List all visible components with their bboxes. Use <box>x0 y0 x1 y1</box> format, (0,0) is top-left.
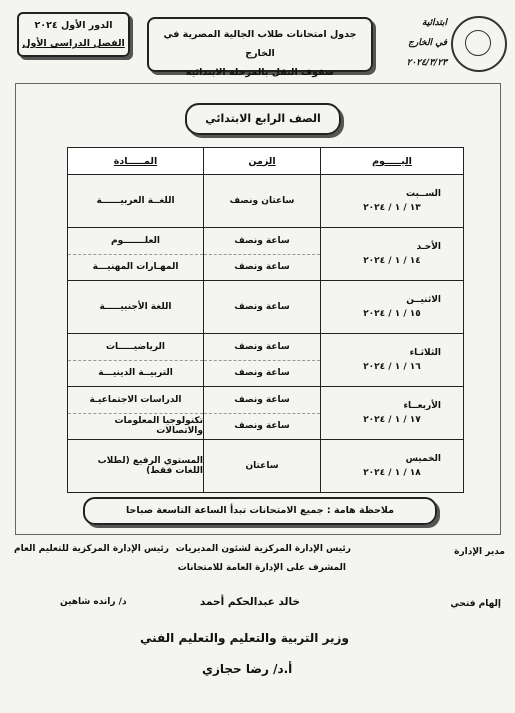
day-cell <box>321 387 464 440</box>
subject-name: المستوي الرفيع (لطلاب اللغات فقط) <box>97 456 203 476</box>
day-name: الثلاثـاء <box>409 348 441 358</box>
duration-value: ساعتان ونصف <box>229 196 295 206</box>
table-row <box>68 281 464 334</box>
duration-cell <box>204 334 321 387</box>
day-name: الاثنيــن <box>406 295 441 305</box>
ministry-line-2: في الخارج <box>408 38 447 48</box>
header-day: اليـــــوم <box>321 148 464 175</box>
duration-cell <box>204 175 321 228</box>
schedule-subtitle: صفوف النقل بالمرحلة الابتدائية <box>185 67 335 78</box>
central-name: خالد عبدالحكم أحمد <box>199 596 300 608</box>
subject-cell <box>68 281 204 334</box>
subject-name: اللغة الأجنبيـــــة <box>99 302 172 312</box>
duration-value: ساعة ونصف <box>234 235 290 246</box>
day-date: ١٧ / ١ / ٢٠٢٤ <box>363 415 421 425</box>
subject-name: المهـارات المهنيـــة <box>92 262 179 273</box>
central-subtitle: المشرف على الإدارة العامة للامتحانات <box>177 563 346 573</box>
day-cell <box>321 440 464 493</box>
subject-cell <box>68 175 204 228</box>
duration-value: ساعة ونصف <box>234 394 290 405</box>
important-note: ملاحظة هامة : جميع الامتحانات تبدأ الساعة التاسعة صباحا <box>83 497 437 525</box>
subject-cell <box>68 228 204 281</box>
grade-title: الصف الرابع الابتدائي <box>185 103 341 135</box>
subject-name: تكنولوجيا المعلومات والاتصالات <box>114 416 203 437</box>
day-cell <box>321 334 464 387</box>
duration-value: ساعة ونصف <box>234 302 290 312</box>
duration-value: ساعة ونصف <box>234 421 290 432</box>
duration-cell <box>204 440 321 493</box>
header-subject: المـــــادة <box>68 148 204 175</box>
table-row <box>68 228 464 281</box>
header-duration: الزمن <box>204 148 321 175</box>
day-name: الأحـد <box>416 242 441 252</box>
day-date: ١٥ / ١ / ٢٠٢٤ <box>363 309 421 319</box>
general-name: د/ رانده شاهين <box>60 597 127 607</box>
day-cell <box>321 281 464 334</box>
day-date: ١٨ / ١ / ٢٠٢٤ <box>363 468 421 478</box>
schedule-body <box>68 175 464 493</box>
day-name: الأربعــاء <box>403 401 441 411</box>
table-row <box>68 334 464 387</box>
duration-cell <box>204 228 321 281</box>
table-row <box>68 387 464 440</box>
ministry-line-1: ابتدائية <box>422 18 447 28</box>
duration-cell <box>204 387 321 440</box>
duration-value: ساعتان <box>245 461 279 471</box>
table-row <box>68 175 464 228</box>
term-label: الفصل الدراسي الأول <box>22 38 125 49</box>
subject-name: الرياضيـــــات <box>106 341 165 352</box>
schedule-title: جدول امتحانات طلاب الجالية المصرية في الخارج <box>163 29 357 59</box>
ministry-logo-icon <box>451 16 507 72</box>
subject-name: الدراسات الاجتماعيـة <box>89 394 182 405</box>
day-date: ١٣ / ١ / ٢٠٢٤ <box>363 203 421 213</box>
schedule-title-box <box>147 17 373 78</box>
minister-title: وزير التربية والتعليم والتعليم الفني <box>140 631 349 645</box>
subject-cell <box>68 387 204 440</box>
table-row <box>68 440 464 493</box>
central-title: رئيس الإدارة المركزية لشئون المديريات <box>175 544 351 554</box>
table-header-row <box>68 148 464 175</box>
general-title: رئيس الإدارة المركزية للتعليم العام <box>14 544 169 554</box>
duration-value: ساعة ونصف <box>234 341 290 352</box>
subject-name: العلـــــــوم <box>111 235 160 246</box>
ministry-header <box>377 12 507 82</box>
day-cell <box>321 175 464 228</box>
day-date: ١٤ / ١ / ٢٠٢٤ <box>363 256 421 266</box>
day-name: الخميس <box>405 454 441 464</box>
day-date: ١٦ / ١ / ٢٠٢٤ <box>363 362 421 372</box>
minister-name: أ.د/ رضا حجازي <box>202 662 293 676</box>
subject-name: التربيــة الدينيـــة <box>98 368 173 379</box>
day-name: الســبت <box>406 189 441 199</box>
duration-value: ساعة ونصف <box>234 368 290 379</box>
schedule-table <box>67 147 464 493</box>
day-cell <box>321 228 464 281</box>
session-label: الدور الأول ٢٠٢٤ <box>34 20 113 31</box>
subject-name: اللغــة العربيــــــة <box>96 196 175 206</box>
session-box <box>17 12 130 57</box>
duration-value: ساعة ونصف <box>234 262 290 273</box>
admin-title: مدير الإدارة <box>454 547 505 557</box>
duration-cell <box>204 281 321 334</box>
subject-cell <box>68 440 204 493</box>
admin-name: إلهام فتحي <box>450 599 501 609</box>
subject-cell <box>68 334 204 387</box>
document-date: ٢٠٢٤/٣/٢٣ <box>406 58 447 68</box>
